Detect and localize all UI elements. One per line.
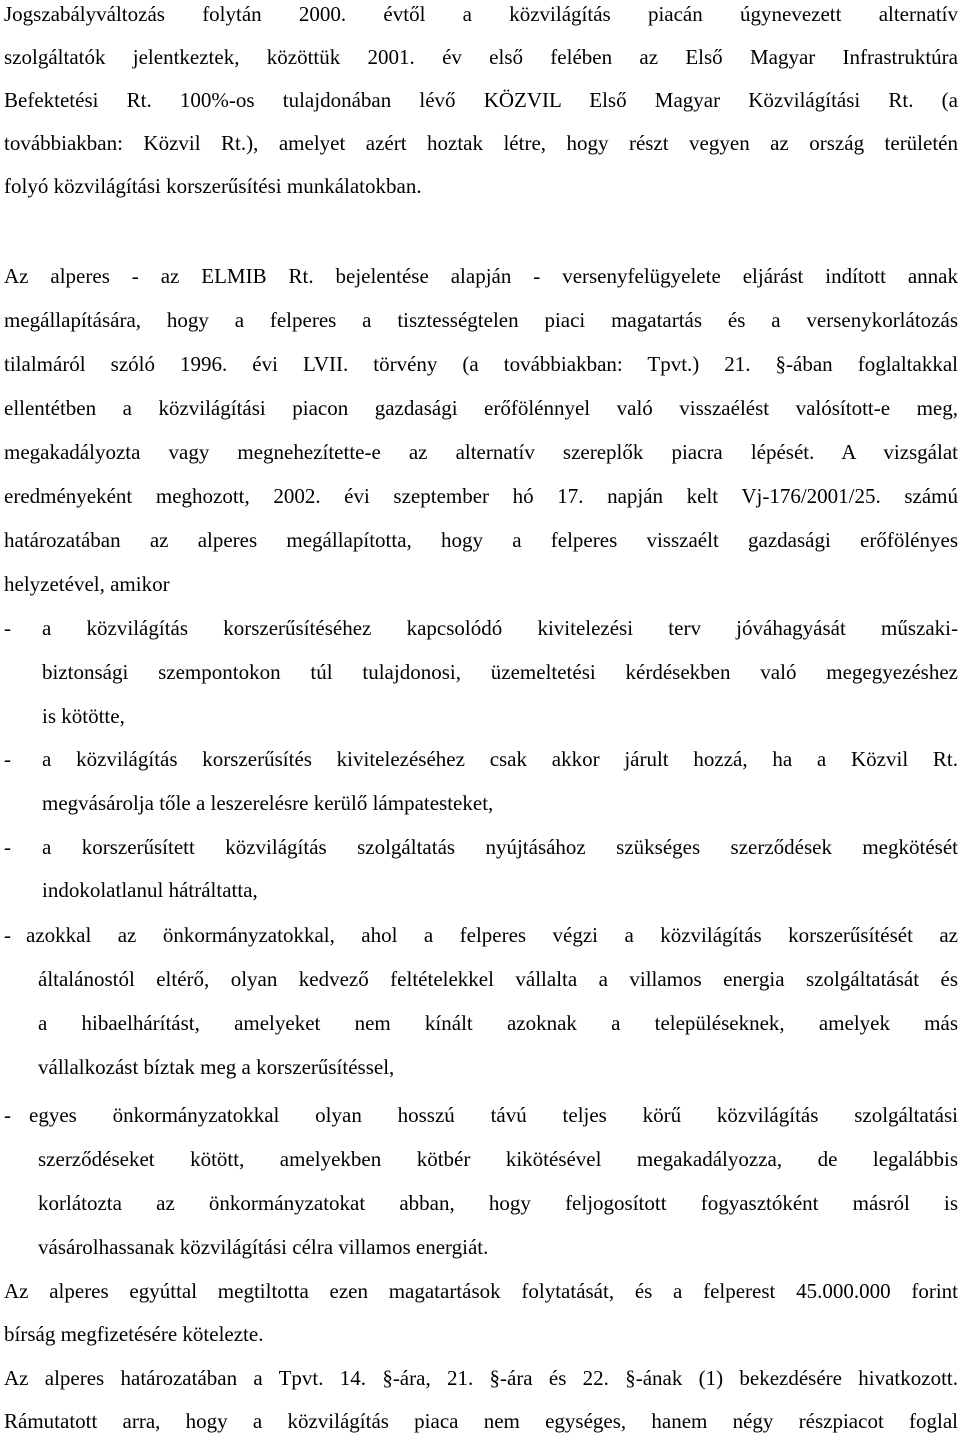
list-item-line: vásárolhassanak közvilágítási célra villamos energiát. [38, 1235, 489, 1259]
list-item-line: megvásárolja tőle a leszerelésre kerülő lámpatesteket, [42, 791, 494, 815]
list-item-line: szerződéseket kötött, amelyekben kötbér kikötésével megakadályozza, de legalábbis [38, 1147, 958, 1171]
text-line: továbbiakban: Közvil Rt.), amelyet azért hoztak létre, hogy részt vegyen az ország területén [4, 131, 958, 155]
text-line: szolgáltatók jelentkeztek, közöttük 2001. év első felében az Első Magyar Infrastruktúra [4, 45, 958, 69]
text-line: helyzetével, amikor [4, 572, 170, 596]
text-line: határozatában az alperes megállapította, hogy a felperes visszaélt gazdasági erőfölényes [4, 528, 958, 552]
text-line: Rámutatott arra, hogy a közvilágítás piaca nem egységes, hanem négy részpiacot foglal [4, 1409, 958, 1433]
list-item-line: egyes önkormányzatokkal olyan hosszú távú teljes körű közvilágítás szolgáltatási [29, 1103, 958, 1127]
list-item-line: azokkal az önkormányzatokkal, ahol a felperes végzi a közvilágítás korszerűsítését az [26, 923, 958, 947]
list-dash: - [4, 1103, 11, 1127]
text-line: megállapítására, hogy a felperes a tisztességtelen piaci magatartás és a versenykorlátozás [4, 308, 958, 332]
text-line: Az alperes - az ELMIB Rt. bejelentése alapján - versenyfelügyelete eljárást indított annak [4, 264, 958, 288]
list-item-line: a korszerűsített közvilágítás szolgáltatás nyújtásához szükséges szerződések megkötését [42, 835, 958, 859]
list-item-line: vállalkozást bíztak meg a korszerűsítéssel, [38, 1055, 395, 1079]
list-dash: - [4, 835, 11, 859]
list-item-line: a hibaelhárítást, amelyeket nem kínált azoknak a településeknek, amelyek más [38, 1011, 958, 1035]
text-line: eredményeként meghozott, 2002. évi szeptember hó 17. napján kelt Vj-176/2001/25. számú [4, 484, 958, 508]
list-item-line: általánostól eltérő, olyan kedvező feltételekkel vállalta a villamos energia szolgáltatását és [38, 967, 958, 991]
list-item-line: is kötötte, [42, 704, 125, 728]
text-line: Az alperes egyúttal megtiltotta ezen magatartások folytatását, és a felperest 45.000.000 forint [4, 1279, 958, 1303]
list-dash: - [4, 923, 11, 947]
list-item-line: indokolatlanul hátráltatta, [42, 878, 258, 902]
list-item-line: a közvilágítás korszerűsítéséhez kapcsolódó kivitelezési terv jóváhagyását műszaki- [42, 616, 958, 640]
list-dash: - [4, 747, 11, 771]
text-line: megakadályozta vagy megnehezítette-e az alternatív szereplők piacra lépését. A vizsgálat [4, 440, 958, 464]
list-dash: - [4, 616, 11, 640]
list-item-line: korlátozta az önkormányzatokat abban, hogy feljogosított fogyasztóként másról is [38, 1191, 958, 1215]
text-line: folyó közvilágítási korszerűsítési munkálatokban. [4, 174, 422, 198]
text-line: ellentétben a közvilágítási piacon gazdasági erőfölénnyel való visszaélést valósított-e meg, [4, 396, 958, 420]
text-line: tilalmáról szóló 1996. évi LVII. törvény (a továbbiakban: Tpvt.) 21. §-ában foglaltakkal [4, 352, 958, 376]
list-item-line: biztonsági szempontokon túl tulajdonosi, üzemeltetési kérdésekben való megegyezéshez [42, 660, 958, 684]
text-line: Az alperes határozatában a Tpvt. 14. §-ára, 21. §-ára és 22. §-ának (1) bekezdésére hivatkozott. [4, 1366, 958, 1390]
text-line: Jogszabályváltozás folytán 2000. évtől a közvilágítás piacán úgynevezett alternatív [4, 2, 958, 26]
text-line: bírság megfizetésére kötelezte. [4, 1322, 264, 1346]
text-line: Befektetési Rt. 100%-os tulajdonában lévő KÖZVIL Első Magyar Közvilágítási Rt. (a [4, 88, 958, 112]
list-item-line: a közvilágítás korszerűsítés kivitelezéséhez csak akkor járult hozzá, ha a Közvil Rt. [42, 747, 958, 771]
